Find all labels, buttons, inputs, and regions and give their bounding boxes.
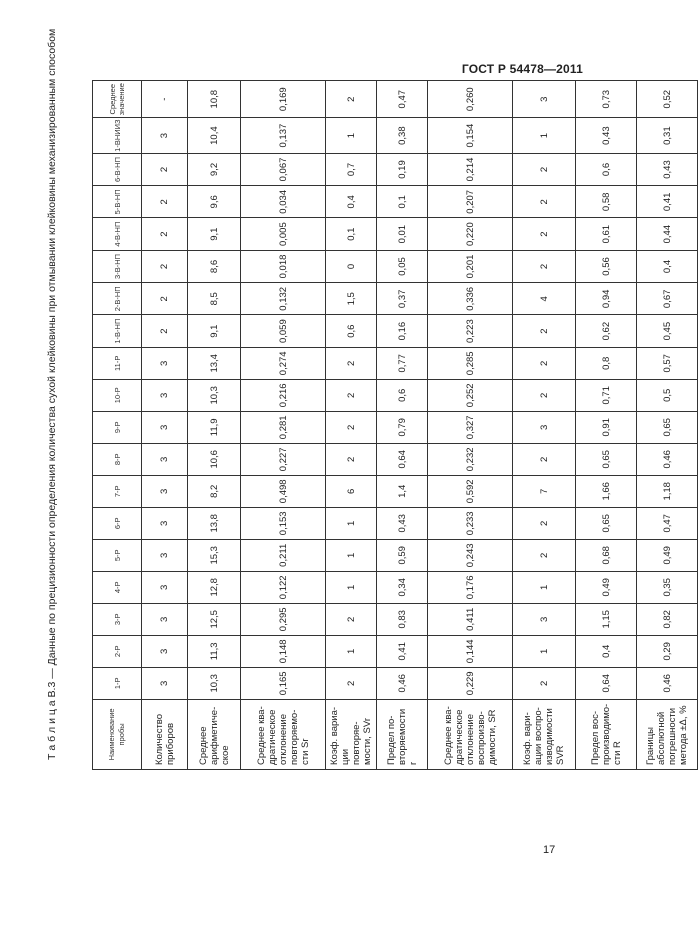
table-cell: 0,64 [576, 667, 637, 699]
table-cell: 0,281 [241, 411, 326, 443]
table-cell: 0,16 [377, 315, 428, 347]
table-cell: 0,47 [637, 507, 698, 539]
table-cell: 0,592 [428, 475, 513, 507]
table-cell: 0,1 [326, 218, 377, 250]
table-cell: 0,233 [428, 507, 513, 539]
table-cell: 2 [513, 347, 576, 379]
column-header: 5-В-НП [93, 186, 142, 218]
table-cell: 0,47 [377, 81, 428, 118]
table-cell: 8,6 [188, 250, 241, 282]
column-header: 11-Р [93, 347, 142, 379]
table-cell: 0,018 [241, 250, 326, 282]
table-cell: 0,5 [637, 379, 698, 411]
table-cell: 1,66 [576, 475, 637, 507]
table-cell: 2 [513, 443, 576, 475]
table-cell: 2 [326, 443, 377, 475]
table-cell: 0,29 [637, 635, 698, 667]
table-cell: 2 [513, 250, 576, 282]
table-cell: 1 [513, 571, 576, 603]
table-cell: 8,2 [188, 475, 241, 507]
table-cell: 0,144 [428, 635, 513, 667]
table-cell: 0,232 [428, 443, 513, 475]
table-cell: 0,94 [576, 283, 637, 315]
standard-designation: ГОСТ Р 54478—2011 [461, 62, 583, 76]
table-cell: 2 [513, 667, 576, 699]
table-cell: 0,059 [241, 315, 326, 347]
table-cell: 0,65 [576, 507, 637, 539]
table-cell: 0,45 [637, 315, 698, 347]
table-row [188, 81, 241, 770]
table-cell: 1 [326, 507, 377, 539]
table-cell: 1,5 [326, 283, 377, 315]
table-cell: 0,223 [428, 315, 513, 347]
table-cell: 0,6 [576, 153, 637, 185]
caption-text: В.3 — Данные по прецизионности определения количества сухой клейковины при отмывании клейковины механизированным способом [46, 28, 58, 698]
table-cell: 11,3 [188, 635, 241, 667]
table-cell: 0,227 [241, 443, 326, 475]
table-cell: 0,71 [576, 379, 637, 411]
table-cell: 2 [513, 315, 576, 347]
table-cell: 0,067 [241, 153, 326, 185]
table-cell: 2 [326, 411, 377, 443]
row-label: Среднее арифметиче-ское [188, 699, 241, 769]
table-cell: 3 [142, 635, 188, 667]
table-header-row [93, 81, 142, 770]
table-row [513, 81, 576, 770]
table-cell: 2 [142, 315, 188, 347]
table-cell: 0,05 [377, 250, 428, 282]
table-cell: 12,5 [188, 603, 241, 635]
caption-prefix: Т а б л и ц а [46, 700, 58, 760]
table-cell: 3 [142, 539, 188, 571]
table-cell: 0,91 [576, 411, 637, 443]
column-header: 2-Р [93, 635, 142, 667]
table-cell: 10,3 [188, 379, 241, 411]
table-cell: 0,336 [428, 283, 513, 315]
table-cell: 0,65 [637, 411, 698, 443]
table-cell: 0,65 [576, 443, 637, 475]
table-cell: 0,165 [241, 667, 326, 699]
table-cell: 0,43 [377, 507, 428, 539]
table-cell: 2 [326, 347, 377, 379]
table-cell: 10,3 [188, 667, 241, 699]
table-cell: 15,3 [188, 539, 241, 571]
table-caption [46, 29, 58, 760]
table-cell: 0,252 [428, 379, 513, 411]
table-cell: - [142, 81, 188, 118]
table-cell: 3 [513, 411, 576, 443]
table-cell: 0,64 [377, 443, 428, 475]
table-cell: 0,153 [241, 507, 326, 539]
table-cell: 0,34 [377, 571, 428, 603]
table-cell: 12,8 [188, 571, 241, 603]
table-cell: 0,49 [637, 539, 698, 571]
table-cell: 0,57 [637, 347, 698, 379]
table-cell: 0,1 [377, 186, 428, 218]
table-cell: 3 [142, 667, 188, 699]
column-header: 9-Р [93, 411, 142, 443]
table-cell: 0,58 [576, 186, 637, 218]
table-cell: 0,82 [637, 603, 698, 635]
table-cell: 0,201 [428, 250, 513, 282]
table-cell: 3 [142, 347, 188, 379]
column-header: 2-В-НП [93, 283, 142, 315]
column-header: Среднее значение [93, 81, 142, 118]
header-label-cell: Наименование пробы [93, 699, 142, 769]
table-cell: 0,4 [576, 635, 637, 667]
table-cell: 3 [142, 475, 188, 507]
table-cell: 13,8 [188, 507, 241, 539]
table-cell: 0,46 [377, 667, 428, 699]
table-cell: 0,77 [377, 347, 428, 379]
table-cell: 0,73 [576, 81, 637, 118]
column-header: 7-Р [93, 475, 142, 507]
table-cell: 9,2 [188, 153, 241, 185]
row-label: Предел вос-производимо-сти R [576, 699, 637, 769]
table-cell: 0,005 [241, 218, 326, 250]
column-header: 4-В-НП [93, 218, 142, 250]
table-row [142, 81, 188, 770]
table-cell: 3 [142, 411, 188, 443]
table-cell: 0,132 [241, 283, 326, 315]
column-header: 3-В-НП [93, 250, 142, 282]
table-cell: 0,214 [428, 153, 513, 185]
table-cell: 1 [326, 571, 377, 603]
table-cell: 0,229 [428, 667, 513, 699]
table-cell: 0,01 [377, 218, 428, 250]
table-row [241, 81, 326, 770]
table-cell: 0,137 [241, 118, 326, 153]
row-label: Коэф. вари-ации воспро-изводимости SVR [513, 699, 576, 769]
table-cell: 0,4 [326, 186, 377, 218]
table-cell: 9,6 [188, 186, 241, 218]
table-cell: 0,38 [377, 118, 428, 153]
table-cell: 0,6 [326, 315, 377, 347]
column-header: 4-Р [93, 571, 142, 603]
table-cell: 0,8 [576, 347, 637, 379]
table-cell: 0,176 [428, 571, 513, 603]
table-cell: 2 [513, 507, 576, 539]
column-header: 1-В-НП [93, 315, 142, 347]
row-label: Предел по-вторяемости r [377, 699, 428, 769]
table-cell: 3 [513, 81, 576, 118]
table-cell: 11,9 [188, 411, 241, 443]
table-cell: 0,43 [576, 118, 637, 153]
table-cell: 0,43 [637, 153, 698, 185]
table-cell: 0,6 [377, 379, 428, 411]
table-cell: 2 [513, 153, 576, 185]
table-cell: 1,15 [576, 603, 637, 635]
table-cell: 0,411 [428, 603, 513, 635]
table-cell: 0,46 [637, 443, 698, 475]
table-cell: 3 [142, 443, 188, 475]
table-cell: 7 [513, 475, 576, 507]
table-row [326, 81, 377, 770]
table-row [377, 81, 428, 770]
table-cell: 0,56 [576, 250, 637, 282]
table-cell: 4 [513, 283, 576, 315]
table-cell: 0,59 [377, 539, 428, 571]
column-header: 1-ВНИИЗ [93, 118, 142, 153]
table-cell: 0,220 [428, 218, 513, 250]
table-cell: 0,68 [576, 539, 637, 571]
row-label: Границы абсолютной погрешности метода ±Δ, % [637, 699, 698, 769]
table-cell: 0,327 [428, 411, 513, 443]
table-row [428, 81, 513, 770]
table-cell: 0,7 [326, 153, 377, 185]
table-cell: 3 [142, 379, 188, 411]
table-cell: 3 [142, 603, 188, 635]
table-cell: 2 [513, 186, 576, 218]
table-cell: 0,034 [241, 186, 326, 218]
table-cell: 0,169 [241, 81, 326, 118]
table-cell: 0,41 [637, 186, 698, 218]
column-header: 5-Р [93, 539, 142, 571]
table-cell: 10,6 [188, 443, 241, 475]
table-cell: 0,49 [576, 571, 637, 603]
table-cell: 9,1 [188, 218, 241, 250]
table-cell: 0,274 [241, 347, 326, 379]
table-cell: 0,243 [428, 539, 513, 571]
table-cell: 0,207 [428, 186, 513, 218]
table-cell: 0,148 [241, 635, 326, 667]
table-cell: 10,4 [188, 118, 241, 153]
table-cell: 0,61 [576, 218, 637, 250]
table-cell: 3 [142, 118, 188, 153]
table-cell: 0,295 [241, 603, 326, 635]
column-header: 1-Р [93, 667, 142, 699]
table-cell: 0,285 [428, 347, 513, 379]
table-cell: 3 [142, 571, 188, 603]
table-cell: 2 [142, 218, 188, 250]
column-header: 3-Р [93, 603, 142, 635]
table-cell: 0,44 [637, 218, 698, 250]
table-row [637, 81, 698, 770]
table-cell: 1 [326, 118, 377, 153]
table-cell: 0,19 [377, 153, 428, 185]
table-cell: 10,8 [188, 81, 241, 118]
table-cell: 2 [142, 153, 188, 185]
table-cell: 0,260 [428, 81, 513, 118]
table-cell: 0,211 [241, 539, 326, 571]
precision-table [92, 80, 698, 770]
table-cell: 0,79 [377, 411, 428, 443]
table-cell: 1 [513, 635, 576, 667]
table-cell: 1 [513, 118, 576, 153]
table-cell: 2 [513, 379, 576, 411]
table-cell: 0,52 [637, 81, 698, 118]
table-cell: 2 [142, 283, 188, 315]
table-cell: 2 [326, 667, 377, 699]
table-cell: 2 [142, 186, 188, 218]
row-label: Коэф. вариа-ции повторяе-мости, SVr [326, 699, 377, 769]
table-cell: 2 [326, 81, 377, 118]
row-label: Среднее ква-дратическое отклонение повторяемо-сти Sr [241, 699, 326, 769]
table-cell: 0,122 [241, 571, 326, 603]
row-label: Количество приборов [142, 699, 188, 769]
page-number: 17 [543, 844, 556, 856]
table-cell: 2 [513, 539, 576, 571]
table-cell: 2 [513, 218, 576, 250]
table-row [576, 81, 637, 770]
row-label: Среднее ква-дратическое отклонение воспроизво-димости, SR [428, 699, 513, 769]
table-cell: 0,35 [637, 571, 698, 603]
table-cell: 1 [326, 635, 377, 667]
table-cell: 0,498 [241, 475, 326, 507]
table-cell: 9,1 [188, 315, 241, 347]
table-cell: 0,154 [428, 118, 513, 153]
table-cell: 6 [326, 475, 377, 507]
table-cell: 1,18 [637, 475, 698, 507]
table-cell: 3 [142, 507, 188, 539]
column-header: 6-В-НП [93, 153, 142, 185]
table-cell: 0,216 [241, 379, 326, 411]
table-cell: 0,67 [637, 283, 698, 315]
table-cell: 0,83 [377, 603, 428, 635]
table-cell: 0,41 [377, 635, 428, 667]
table-cell: 0 [326, 250, 377, 282]
table-cell: 0,46 [637, 667, 698, 699]
table-cell: 0,31 [637, 118, 698, 153]
table-cell: 2 [326, 603, 377, 635]
table-cell: 0,62 [576, 315, 637, 347]
table-cell: 1,4 [377, 475, 428, 507]
column-header: 6-Р [93, 507, 142, 539]
table-cell: 3 [513, 603, 576, 635]
table-cell: 13,4 [188, 347, 241, 379]
column-header: 10-Р [93, 379, 142, 411]
table-cell: 1 [326, 539, 377, 571]
column-header: 8-Р [93, 443, 142, 475]
table-cell: 2 [326, 379, 377, 411]
table-cell: 0,37 [377, 283, 428, 315]
table-cell: 8,5 [188, 283, 241, 315]
table-cell: 0,4 [637, 250, 698, 282]
table-cell: 2 [142, 250, 188, 282]
